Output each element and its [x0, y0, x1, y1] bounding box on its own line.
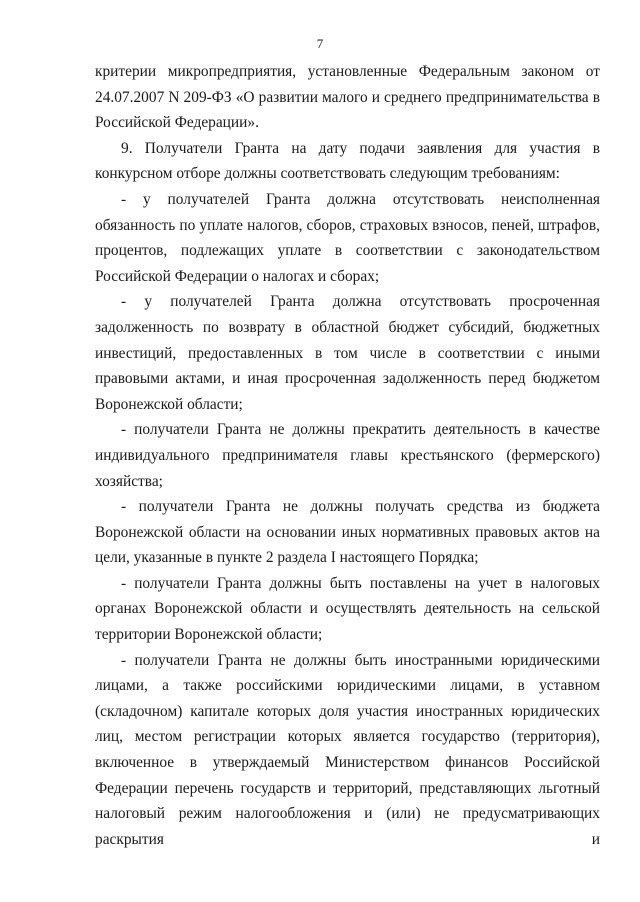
paragraph-item-9: 9. Получатели Гранта на дату подачи заявления для участия в конкурсном отборе должны соответствовать следующим требованиям:	[95, 139, 600, 183]
document-body	[95, 59, 600, 852]
paragraph-tax-registration: - получатели Гранта должны быть поставлены на учет в налоговых органах Воронежской области и осуществлять деятельность на сельской территории Воронежской области;	[95, 574, 600, 644]
paragraph-activity-not-ceased: - получатели Гранта не должны прекратить деятельность в качестве индивидуального предпринимателя главы крестьянского (фермерского) хозяйства;	[95, 421, 600, 490]
paragraph-micro-enterprise-criteria: критерии микропредприятия, установленные Федеральным законом от 24.07.2007 N 209-ФЗ «О развитии малого и среднего предпринимательства в Российской Федерации».	[95, 63, 600, 132]
paragraph-no-other-funding: - получатели Гранта не должны получать средства из бюджета Воронежской области на основании иных нормативных правовых актов на цели, указанные в пункте 2 раздела I настоящего Порядка;	[95, 498, 600, 567]
paragraph-not-foreign-entity: - получатели Гранта не должны быть иностранными юридическими лицами, а также российскими юридическими лицами, в уставном (складочном) капитале которых доля участия иностранных юридических лиц, местом регистрации которых является государство (территория), включенное в утверждаемый Министерством финансов Российской Федерации перечень государств и территорий, представляющих льготный налоговый режим налогообложения и (или) не предусматривающих раскрытия и	[95, 651, 600, 848]
paragraph-no-tax-debt: - у получателей Гранта должна отсутствовать неисполненная обязанность по уплате налогов, сборов, страховых взносов, пеней, штрафов, процентов, подлежащих уплате в соответствии с законодательством Российской Федерации о налогах и сборах;	[95, 190, 600, 285]
page-number: 7	[316, 36, 324, 51]
paragraph-no-overdue-debt: - у получателей Гранта должна отсутствовать просроченная задолженность по возврату в областной бюджет субсидий, бюджетных инвестиций, предоставленных в том числе в соответствии с иными правовыми актами, и иная просроченная задолженность перед бюджетом Воронежской области;	[95, 293, 600, 413]
